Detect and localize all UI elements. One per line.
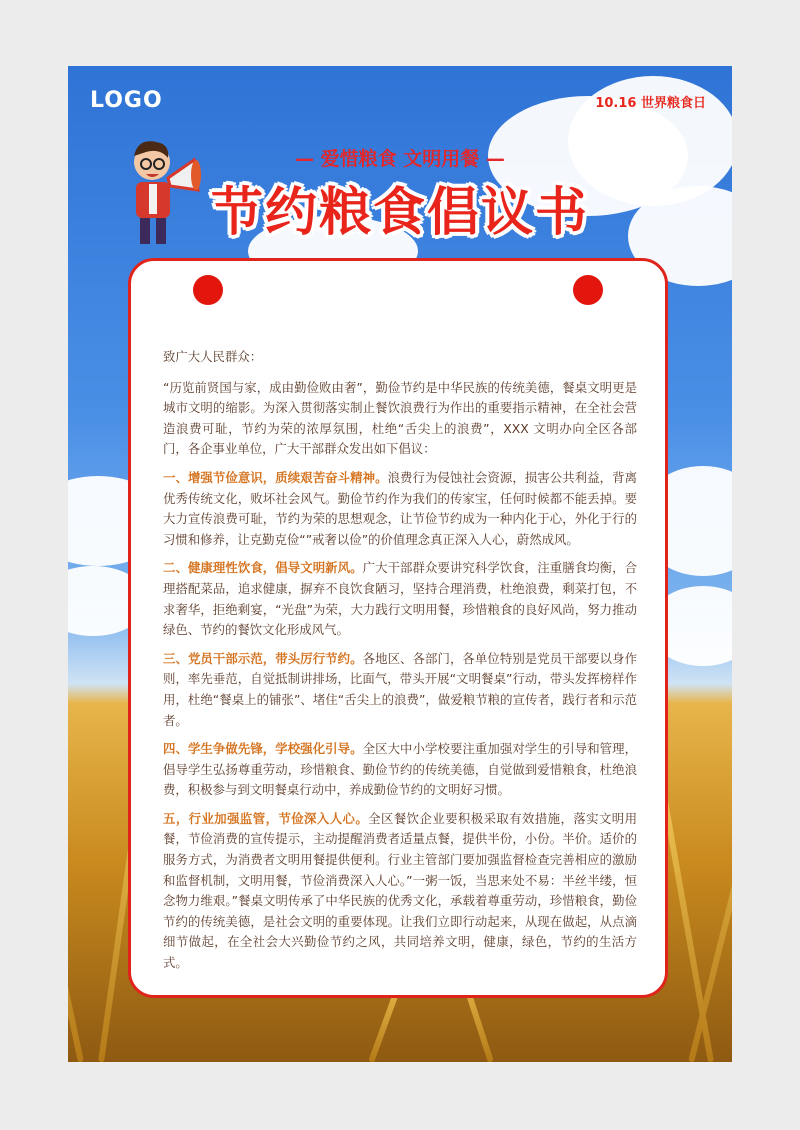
section-heading: 二、健康理性饮食，倡导文明新风。: [163, 560, 363, 576]
section-body: 各地区、各部门，各单位特别是党员干部要以身作则，率先垂范，自觉抵制讲排场，比面气，带头开展“文明餐桌”行动，带头发挥榜样作用，杜绝“餐桌上的铺张”、堵住“舌尖上的浪费”，做爱粮节粮的宣传者，践行者和示范者。: [163, 650, 638, 728]
section-body: 广大干部群众要讲究科学饮食，注重膳食均衡，合理搭配菜品，追求健康，摒弃不良饮食陋习，坚持合理消费，杜绝浪费，剩菜打包，不求奢华，拒绝剩宴，“光盘”为荣，大力践行文明用餐，珍惜粮食的良好风尚，努力推动绿色、节约的餐饮文化形成风气。: [163, 560, 638, 638]
section-body: 全区餐饮企业要积极采取有效措施，落实文明用餐，节俭消费的宣传提示，主动提醒消费者适量点餐，提供半份，小份。半价。适价的服务方式，为消费者文明用餐提供便利。行业主管部门要加强监督检查完善相应的激励和监督机制，文明用餐，节俭消费深入人心。”一粥一饭，当思来处不易：半丝半缕，恒念物力维艰。”餐桌文明传承了中华民族的优秀文化，承载着尊重劳动，珍惜粮食，勤俭节约的传统美德，是社会文明的重要体现。让我们立即行动起来，从现在做起，从点滴细节做起，在全社会大兴勤俭节约之风，共同培养文明，健康，绿色，节约的生活方式。: [163, 810, 638, 971]
section-2: [163, 558, 637, 640]
section-heading: 三、党员干部示范，带头厉行节约。: [163, 650, 363, 666]
section-1: [163, 468, 637, 550]
subtitle: — 爱惜粮食 文明用餐 —: [295, 148, 505, 170]
wheat-stalk: [688, 693, 732, 1062]
wheat-stalk: [68, 709, 84, 1062]
proposal-card: [128, 258, 668, 998]
intro-paragraph: “历览前贤国与家，成由勤俭败由奢”，勤俭节约是中华民族的传统美德，餐桌文明更是城市文明的缩影。为深入贯彻落实制止餐饮浪费行为作出的重要指示精神，在全社会营造浪费可耻，节约为荣的浓厚氛围，杜绝“舌尖上的浪费”，XXX 文明办向全区各部门，各企事业单位，广大干部群众发出如下倡议：: [163, 379, 637, 457]
pin-icon: [193, 275, 223, 305]
greeting: 致广大人民群众：: [163, 349, 263, 364]
section-5: [163, 809, 637, 974]
pin-icon: [573, 275, 603, 305]
logo: LOGO: [90, 88, 163, 113]
section-heading: 一、增强节俭意识，质续艰苦奋斗精神。: [163, 469, 388, 485]
proposal-text: [163, 347, 637, 982]
page-title: 节约粮食倡议书: [210, 183, 589, 243]
section-heading: 四、学生争做先锋，学校强化引导。: [163, 741, 363, 757]
poster: [68, 66, 732, 1062]
section-heading: 五，行业加强监管，节俭深入人心。: [163, 810, 369, 826]
section-4: [163, 739, 637, 801]
section-3: [163, 649, 637, 731]
world-food-day-label: 10.16 世界粮食日: [595, 96, 706, 111]
section-body: 浪费行为侵蚀社会资源，损害公共利益，背离优秀传统文化，败坏社会风气。勤俭节约作为我们的传家宝，任何时候都不能丢掉。要大力宣传浪费可耻，节约为荣的思想观念，让节俭节约成为一种内化于心，外化于行的习惯和修养，让克勤克俭“”戒奢以俭”的价值理念真正深入人心，蔚然成风。: [163, 469, 638, 547]
section-body: 全区大中小学校要注重加强对学生的引导和管理，倡导学生弘扬尊重劳动，珍惜粮食、勤俭节约的传统美德，自觉做到爱惜粮食，杜绝浪费，积极参与到文明餐桌行动中，养成勤俭节约的文明好习惯。: [163, 741, 638, 798]
